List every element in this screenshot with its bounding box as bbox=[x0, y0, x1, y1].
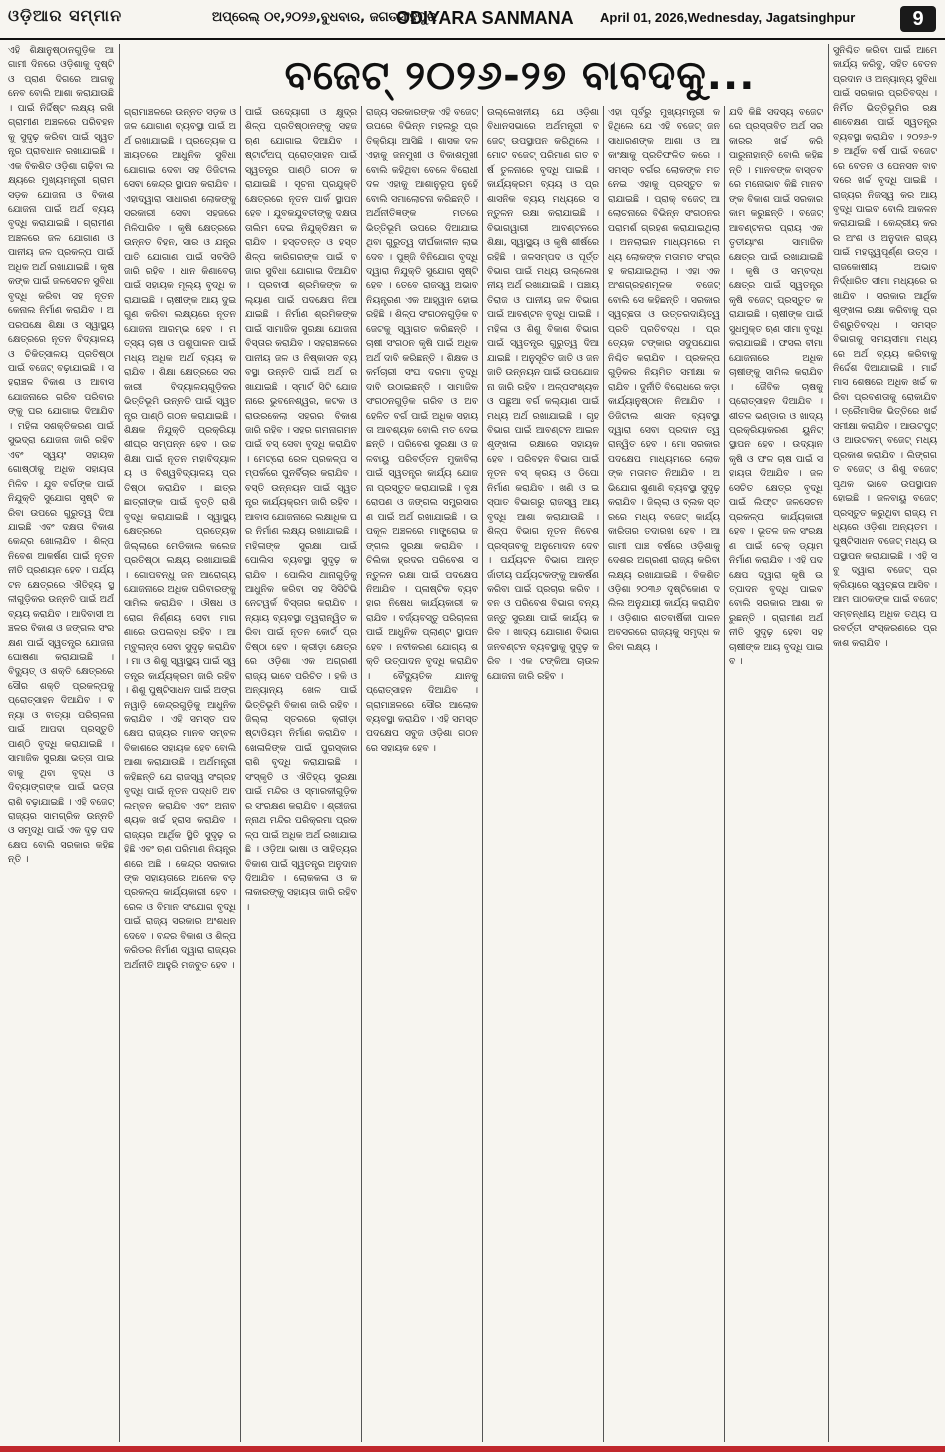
column-divider bbox=[724, 106, 725, 1442]
article-column-6: ଯଦି କିଛି ସଦସ୍ୟ ବଜେଟରେ ପ୍ରସ୍ତାବିତ ଅର୍ଥ ସରକାରର ଖର୍ଚ୍ଚ କରି ପାରୁନାହାନ୍ତି ବୋଲି କହିଛନ୍ତି । ମାନବଙ୍କ ବାସ୍ତବରେ ମନୋଭାବ କିଛି ମାନବଙ୍କ ବିକାଶ ପାଇଁ ସରକାର କାମ କରୁଛନ୍ତି । ବଜେଟ୍ ଆବଣ୍ଟନର ପ୍ରାୟ ଏକ ତୃତୀୟାଂଶ ସାମାଜିକ କ୍ଷେତ୍ର ପାଇଁ ରଖାଯାଇଛି । କୃଷି ଓ ସମ୍ବଦ୍ଧ କ୍ଷେତ୍ର ପାଇଁ ସ୍ୱତନ୍ତ୍ର କୃଷି ବଜେଟ୍ ପ୍ରସ୍ତୁତ କରାଯାଇଛି । ଚାଷୀଙ୍କ ପାଇଁ ସୁଧମୁକ୍ତ ଋଣ ସୀମା ବୃଦ୍ଧି କରାଯାଇଛି । ଫସଲ ବୀମା ଯୋଜନାରେ ଅଧିକ ଚାଷୀଙ୍କୁ ସାମିଲ କରାଯିବ । ଜୈବିକ ଚାଷକୁ ପ୍ରୋତ୍ସାହନ ଦିଆଯିବ । ଶୀତଳ ଭଣ୍ଡାର ଓ ଖାଦ୍ୟ ପ୍ରକ୍ରିୟାକରଣ ୟୁନିଟ୍ ସ୍ଥାପନ ହେବ । ଉଦ୍ୟାନ କୃଷି ଓ ଫଳ ଚାଷ ପାଇଁ ସହାୟତା ଦିଆଯିବ । ଜଳସେଚିତ କ୍ଷେତ୍ର ବୃଦ୍ଧି ପାଇଁ ଲିଫ୍ଟ ଜଳସେଚନ ପ୍ରକଳ୍ପ କାର୍ଯ୍ୟକାରୀ ହେବ । ଭୂତଳ ଜଳ ସଂରକ୍ଷଣ ପାଇଁ ଚେକ୍ ଡ୍ୟାମ ନିର୍ମାଣ କରାଯିବ । ଏହି ପଦକ୍ଷେପ ଦ୍ୱାରା କୃଷି ଉତ୍ପାଦନ ବୃଦ୍ଧି ପାଇବ ବୋଲି ସରକାର ଆଶା କରୁଛନ୍ତି । ଗ୍ରାମୀଣ ଅର୍ଥନୀତି ସୁଦୃଢ଼ ହେବା ସହ ଚାଷୀଙ୍କ ଆୟ ବୃଦ୍ଧି ପାଇବ । bbox=[729, 107, 823, 668]
paper-name: ODIYARA SANMANA bbox=[396, 8, 574, 28]
column-divider bbox=[361, 106, 362, 1442]
masthead-logo: ଓଡ଼ିଆର ସମ୍ମାନ bbox=[8, 6, 123, 25]
page-number: 9 bbox=[900, 6, 936, 32]
article-column-2: ପାଇଁ ଉଦ୍ୟୋଗୀ ଓ କ୍ଷୁଦ୍ର ଶିଳ୍ପ ପ୍ରତିଷ୍ଠାନଙ୍କୁ ସହଜ ଋଣ ଯୋଗାଇ ଦିଆଯିବ । ଷ୍ଟାର୍ଟଅପ୍ ପ୍ରୋତ୍ସାହନ ପାଇଁ ସ୍ୱତନ୍ତ୍ର ପାଣ୍ଠି ଗଠନ କରାଯାଇଛି । ସୂଚନା ପ୍ରଯୁକ୍ତି କ୍ଷେତ୍ରରେ ନୂତନ ପାର୍କ ସ୍ଥାପନ ହେବ । ଯୁବକଯୁବତୀଙ୍କୁ ଦକ୍ଷତା ତାଲିମ ଦେଇ ନିଯୁକ୍ତିକ୍ଷମ କରାଯିବ । ହସ୍ତତନ୍ତ ଓ ହସ୍ତଶିଳ୍ପ କାରିଗରଙ୍କ ପାଇଁ ବଜାର ସୁବିଧା ଯୋଗାଇ ଦିଆଯିବ । ପ୍ରବାସୀ ଶ୍ରମିକଙ୍କ କଲ୍ୟାଣ ପାଇଁ ପଦକ୍ଷେପ ନିଆଯାଇଛି । ନିର୍ମାଣ ଶ୍ରମିକଙ୍କ ପାଇଁ ସାମାଜିକ ସୁରକ୍ଷା ଯୋଜନା ବିସ୍ତାର କରାଯିବ । ସହରାଞ୍ଚଳରେ ପାନୀୟ ଜଳ ଓ ନିଷ୍କାସନ ବ୍ୟବସ୍ଥା ଉନ୍ନତି ପାଇଁ ଅର୍ଥ ରଖାଯାଇଛି । ସ୍ମାର୍ଟ ସିଟି ଯୋଜନାରେ ଭୁବନେଶ୍ୱର, କଟକ ଓ ରାଉରକେଲା ସହରର ବିକାଶ ଜାରି ରହିବ । ସହର ଗମନାଗମନ ପାଇଁ ବସ୍ ସେବା ବୃଦ୍ଧି କରାଯିବ । ମେଟ୍ରୋ ରେଳ ପ୍ରକଳ୍ପ ସମ୍ପର୍କରେ ପୁନର୍ବିଚାର କରାଯିବ । ବସ୍ତି ଉନ୍ନୟନ ପାଇଁ ସ୍ୱତନ୍ତ୍ର କାର୍ଯ୍ୟକ୍ରମ ଜାରି ରହିବ । ଆବାସ ଯୋଜନାରେ ଲକ୍ଷାଧିକ ଘର ନିର୍ମାଣ ଲକ୍ଷ୍ୟ ରଖାଯାଇଛି । ମହିଳାଙ୍କ ସୁରକ୍ଷା ପାଇଁ ପୋଲିସ ବ୍ୟବସ୍ଥା ସୁଦୃଢ଼ କରାଯିବ । ପୋଲିସ ଥାନାଗୁଡ଼ିକୁ ଆଧୁନିକ କରିବା ସହ ସିସିଟିଭି ନେଟୱର୍କ ବିସ୍ତାର କରାଯିବ । ନ୍ୟାୟ ବ୍ୟବସ୍ଥା ତ୍ୱରାନ୍ୱିତ କରିବା ପାଇଁ ନୂତନ କୋର୍ଟ ପ୍ରତିଷ୍ଠା ହେବ । କ୍ରୀଡ଼ା କ୍ଷେତ୍ରରେ ଓଡ଼ିଶା ଏକ ଅଗ୍ରଣୀ ରାଜ୍ୟ ଭାବେ ପରିଚିତ । ହକି ଓ ଅନ୍ୟାନ୍ୟ ଖେଳ ପାଇଁ ଭିତ୍ତିଭୂମି ବିକାଶ ଜାରି ରହିବ । ଜିଲ୍ଲା ସ୍ତରରେ କ୍ରୀଡ଼ା ଷ୍ଟାଡିୟମ ନିର୍ମାଣ କରାଯିବ । ଖେଳାଳିଙ୍କ ପାଇଁ ପୁରସ୍କାର ରାଶି ବୃଦ୍ଧି କରାଯାଇଛି । ସଂସ୍କୃତି ଓ ଐତିହ୍ୟ ସୁରକ୍ଷା ପାଇଁ ମନ୍ଦିର ଓ ସ୍ମାରକୀଗୁଡ଼ିକର ସଂରକ୍ଷଣ କରାଯିବ । ଶ୍ରୀଜଗନ୍ନାଥ ମନ୍ଦିର ପରିକ୍ରମା ପ୍ରକଳ୍ପ ପାଇଁ ଅଧିକ ଅର୍ଥ ରଖାଯାଇଛି । ଓଡ଼ିଆ ଭାଷା ଓ ସାହିତ୍ୟର ବିକାଶ ପାଇଁ ସ୍ୱତନ୍ତ୍ର ଅନୁଦାନ ଦିଆଯିବ । ଲୋକକଳା ଓ କଳାକାରଙ୍କୁ ସହାୟତା ଜାରି ରହିବ । bbox=[245, 107, 357, 913]
article-column-1: ଗ୍ରାମାଞ୍ଚଳରେ ଉନ୍ନତ ସଡ଼କ ଓ ଜଳ ଯୋଗାଣ ବ୍ୟବସ୍ଥା ପାଇଁ ଅର୍ଥ ରଖାଯାଇଛି । ପ୍ରତ୍ୟେକ ପଞ୍ଚାୟତରେ ଆଧୁନିକ ସୁବିଧା ଯୋଗାଇ ଦେବା ସହ ଡିଜିଟାଲ ସେବା କେନ୍ଦ୍ର ସ୍ଥାପନ କରାଯିବ । ଏହାଦ୍ୱାରା ସାଧାରଣ ଲୋକଙ୍କୁ ସରକାରୀ ସେବା ସହଜରେ ମିଳିପାରିବ । କୃଷି କ୍ଷେତ୍ରରେ ଉନ୍ନତ ବିହନ, ସାର ଓ ଯନ୍ତ୍ରପାତି ଯୋଗାଣ ପାଇଁ ସବସିଡି ଜାରି ରହିବ । ଧାନ କିଣାବେଚା ପାଇଁ ସହାୟକ ମୂଲ୍ୟ ବୃଦ୍ଧି କରାଯାଇଛି । ଚାଷୀଙ୍କ ଆୟ ଦୁଇଗୁଣ କରିବା ଲକ୍ଷ୍ୟରେ ନୂତନ ଯୋଜନା ଆରମ୍ଭ ହେବ । ମତ୍ସ୍ୟ ଚାଷ ଓ ପଶୁପାଳନ ପାଇଁ ମଧ୍ୟ ଅଧିକ ଅର୍ଥ ବ୍ୟୟ କରାଯିବ । ଶିକ୍ଷା କ୍ଷେତ୍ରରେ ସରକାରୀ ବିଦ୍ୟାଳୟଗୁଡ଼ିକର ଭିତ୍ତିଭୂମି ଉନ୍ନତି ପାଇଁ ସ୍ୱତନ୍ତ୍ର ପାଣ୍ଠି ଗଠନ କରାଯାଇଛି । ଶିକ୍ଷକ ନିଯୁକ୍ତି ପ୍ରକ୍ରିୟା ଶୀଘ୍ର ସମ୍ପନ୍ନ ହେବ । ଉଚ୍ଚ ଶିକ୍ଷା ପାଇଁ ନୂତନ ମହାବିଦ୍ୟାଳୟ ଓ ବିଶ୍ୱବିଦ୍ୟାଳୟ ପ୍ରତିଷ୍ଠା କରାଯିବ । ଛାତ୍ରଛାତ୍ରୀଙ୍କ ପାଇଁ ବୃତ୍ତି ରାଶି ବୃଦ୍ଧି କରାଯାଇଛି । ସ୍ୱାସ୍ଥ୍ୟ କ୍ଷେତ୍ରରେ ପ୍ରତ୍ୟେକ ଜିଲ୍ଲାରେ ମେଡିକାଲ କଲେଜ ପ୍ରତିଷ୍ଠା ଲକ୍ଷ୍ୟ ରଖାଯାଇଛି । ଗୋପବନ୍ଧୁ ଜନ ଆରୋଗ୍ୟ ଯୋଜନାରେ ଅଧିକ ପରିବାରଙ୍କୁ ସାମିଲ କରାଯିବ । ଔଷଧ ଓ ରୋଗ ନିର୍ଣ୍ଣୟ ସେବା ମାଗଣାରେ ଉପଲବ୍ଧ ରହିବ । ଆମ୍ବୁଲାନ୍ସ ସେବା ସୁଦୃଢ଼ କରାଯିବ । ମା ଓ ଶିଶୁ ସ୍ୱାସ୍ଥ୍ୟ ପାଇଁ ସ୍ୱତନ୍ତ୍ର କାର୍ଯ୍ୟକ୍ରମ ଜାରି ରହିବ । ଶିଶୁ ପୁଷ୍ଟିସାଧନ ପାଇଁ ଅଙ୍ଗନୱାଡ଼ି କେନ୍ଦ୍ରଗୁଡ଼ିକୁ ଆଧୁନିକ କରାଯିବ । ଏହି ସମସ୍ତ ପଦକ୍ଷେପ ରାଜ୍ୟର ମାନବ ସମ୍ବଳ ବିକାଶରେ ସହାୟକ ହେବ ବୋଲି ଆଶା କରାଯାଉଛି । ଅର୍ଥମନ୍ତ୍ରୀ କହିଛନ୍ତି ଯେ ରାଜସ୍ୱ ସଂଗ୍ରହ ବୃଦ୍ଧି ପାଇଁ ନୂତନ ପଦ୍ଧତି ଅବଲମ୍ବନ କରାଯିବ ଏବଂ ଅନାବଶ୍ୟକ ଖର୍ଚ୍ଚ ହ୍ରାସ କରାଯିବ । ରାଜ୍ୟର ଆର୍ଥିକ ସ୍ଥିତି ସୁଦୃଢ଼ ରହିଛି ଏବଂ ଋଣ ପରିମାଣ ନିୟନ୍ତ୍ରଣରେ ଅଛି । କେନ୍ଦ୍ର ସରକାରଙ୍କ ସହାୟତାରେ ଅନେକ ବଡ଼ ପ୍ରକଳ୍ପ କାର୍ଯ୍ୟକାରୀ ହେବ । ରେଳ ଓ ବିମାନ ସଂଯୋଗ ବୃଦ୍ଧି ପାଇଁ ରାଜ୍ୟ ସରକାର ଅଂଶଧନ ଦେବେ । ବନ୍ଦର ବିକାଶ ଓ ଶିଳ୍ପ କରିଡର ନିର୍ମାଣ ଦ୍ୱାରା ରାଜ୍ୟର ଅର୍ଥନୀତି ଆହୁରି ମଜବୁତ ହେବ । bbox=[124, 107, 236, 971]
column-divider bbox=[240, 106, 241, 1442]
article-headline: ବଜେଟ୍ ୨୦୨୬-୨୭ ବାବଦକୁ... bbox=[284, 53, 756, 99]
column-divider bbox=[119, 44, 120, 1442]
footer-bar bbox=[0, 1446, 945, 1452]
column-divider bbox=[828, 44, 829, 1442]
left-sidebar-column: ଏହି ଶିକ୍ଷାନୁଷ୍ଠାନଗୁଡ଼ିକ ଆଗାମୀ ଦିନରେ ଓଡ଼ିଶାକୁ ଦୃଷ୍ଟି ଓ ପ୍ରାଣ ଦିଗରେ ଆଗକୁ ନେବ ବୋଲି ଆଶା କରାଯାଉଛି । ପାଇଁ ନିର୍ଦ୍ଦିଷ୍ଟ ଲକ୍ଷ୍ୟ ରଖି ଗ୍ରାମୀଣ ଅଞ୍ଚଳରେ ପରିବହନକୁ ସୁଦୃଢ଼ କରିବା ପାଇଁ ସ୍ୱତନ୍ତ୍ର ପ୍ରାବଧାନ ରଖାଯାଇଛି । ଏକ ବିକଶିତ ଓଡ଼ିଶା ଗଢ଼ିବା ଲକ୍ଷ୍ୟରେ ମୁଖ୍ୟମନ୍ତ୍ରୀ ଗ୍ରାମ ସଡ଼କ ଯୋଜନା ଓ ବିକାଶ ଯୋଜନା ପାଇଁ ଅର୍ଥ ବ୍ୟୟ ବୃଦ୍ଧି କରାଯାଇଛି । ଗ୍ରାମୀଣ ଅଞ୍ଚଳରେ ଜଳ ଯୋଗାଣ ଓ ପାନୀୟ ଜଳ ପ୍ରକଳ୍ପ ପାଇଁ ଅଧିକ ଅର୍ଥ ରଖାଯାଇଛି । କୃଷକଙ୍କ ପାଇଁ ଜଳସେଚନ ସୁବିଧା ବୃଦ୍ଧି କରିବା ସହ ନୂତନ କେନାଲ ନିର୍ମାଣ କରାଯିବ । ଅପରପକ୍ଷେ ଶିକ୍ଷା ଓ ସ୍ୱାସ୍ଥ୍ୟ କ୍ଷେତ୍ରରେ ନୂତନ ବିଦ୍ୟାଳୟ ଓ ଚିକିତ୍ସାଳୟ ପ୍ରତିଷ୍ଠା ପାଇଁ ବଜେଟ୍ ବଢ଼ାଯାଇଛି । ସହରାଞ୍ଚଳ ବିକାଶ ଓ ଆବାସ ଯୋଜନାରେ ଗରିବ ପରିବାରଙ୍କୁ ଘର ଯୋଗାଇ ଦିଆଯିବ । ମହିଳା ସଶକ୍ତିକରଣ ପାଇଁ ସୁଭଦ୍ରା ଯୋଜନା ଜାରି ରହିବ ଏବଂ ସ୍ୱୟଂ ସହାୟକ ଗୋଷ୍ଠୀକୁ ଅଧିକ ସହାୟତା ମିଳିବ । ଯୁବ ବର୍ଗଙ୍କ ପାଇଁ ନିଯୁକ୍ତି ସୁଯୋଗ ସୃଷ୍ଟି କରିବା ଉପରେ ଗୁରୁତ୍ୱ ଦିଆଯାଇଛି ଏବଂ ଦକ୍ଷତା ବିକାଶ କେନ୍ଦ୍ର ଖୋଲାଯିବ । ଶିଳ୍ପ ନିବେଶ ଆକର୍ଷଣ ପାଇଁ ନୂତନ ନୀତି ପ୍ରଣୟନ ହେବ । ପର୍ଯ୍ୟଟନ କ୍ଷେତ୍ରରେ ଐତିହ୍ୟ ସ୍ଥଳୀଗୁଡ଼ିକର ଉନ୍ନତି ପାଇଁ ଅର୍ଥ ବ୍ୟୟ କରାଯିବ । ଆଦିବାସୀ ଅଞ୍ଚଳର ବିକାଶ ଓ ଜଙ୍ଗଲ ସଂରକ୍ଷଣ ପାଇଁ ସ୍ୱତନ୍ତ୍ର ଯୋଜନା ଘୋଷଣା କରାଯାଇଛି । ବିଦ୍ୟୁତ୍ ଓ ଶକ୍ତି କ୍ଷେତ୍ରରେ ସୌର ଶକ୍ତି ପ୍ରକଳ୍ପକୁ ପ୍ରୋତ୍ସାହନ ଦିଆଯିବ । ବନ୍ୟା ଓ ବାତ୍ୟା ପରିଚାଳନା ପାଇଁ ଆପଦା ପ୍ରସ୍ତୁତି ପାଣ୍ଠି ବୃଦ୍ଧି କରାଯାଇଛି । ସାମାଜିକ ସୁରକ୍ଷା ଭତ୍ତା ପାଇବାକୁ ଥିବା ବୃଦ୍ଧ ଓ ଦିବ୍ୟାଙ୍ଗଙ୍କ ପାଇଁ ଭତ୍ତା ରାଶି ବଢ଼ାଯାଇଛି । ଏହି ବଜେଟ୍ ରାଜ୍ୟର ସାମଗ୍ରିକ ଉନ୍ନତି ଓ ସମୃଦ୍ଧି ପାଇଁ ଏକ ଦୃଢ଼ ପଦକ୍ଷେପ ବୋଲି ସରକାର କହିଛନ୍ତି । bbox=[8, 45, 114, 866]
article-column-3: ରାଜ୍ୟ ସରକାରଙ୍କ ଏହି ବଜେଟ୍ ଉପରେ ବିଭିନ୍ନ ମହଲରୁ ପ୍ରତିକ୍ରିୟା ଆସିଛି । ଶାସକ ଦଳ ଏହାକୁ ଜନମୁଖୀ ଓ ବିକାଶମୁଖୀ ବୋଲି କହିଥିବା ବେଳେ ବିରୋଧୀ ଦଳ ଏହାକୁ ଆଶାନୁରୂପ ନୁହେଁ ବୋଲି ସମାଲୋଚନା କରିଛନ୍ତି । ଅର୍ଥନୀତିଜ୍ଞଙ୍କ ମତରେ ଭିତ୍ତିଭୂମି ଉପରେ ଦିଆଯାଇଥିବା ଗୁରୁତ୍ୱ ଦୀର୍ଘକାଳୀନ ଲାଭ ଦେବ । ପୁଞ୍ଜି ବିନିଯୋଗ ବୃଦ୍ଧି ଦ୍ୱାରା ନିଯୁକ୍ତି ସୁଯୋଗ ସୃଷ୍ଟି ହେବ । ତେବେ ରାଜସ୍ୱ ଅଭାବ ନିୟନ୍ତ୍ରଣ ଏକ ଆହ୍ୱାନ ହୋଇ ରହିଛି । ଶିଳ୍ପ ସଂଗଠନଗୁଡ଼ିକ ବଜେଟକୁ ସ୍ୱାଗତ କରିଛନ୍ତି । ଚାଷୀ ସଂଗଠନ କୃଷି ପାଇଁ ଅଧିକ ଅର୍ଥ ଦାବି କରିଛନ୍ତି । ଶିକ୍ଷକ ଓ କର୍ମଚାରୀ ସଂଘ ଦରମା ବୃଦ୍ଧି ଦାବି ଉଠାଇଛନ୍ତି । ସାମାଜିକ ସଂଗଠନଗୁଡ଼ିକ ଗରିବ ଓ ଅବହେଳିତ ବର୍ଗ ପାଇଁ ଅଧିକ ସହାୟତା ଆବଶ୍ୟକ ବୋଲି ମତ ଦେଇଛନ୍ତି । ପରିବେଶ ସୁରକ୍ଷା ଓ ଜଳବାୟୁ ପରିବର୍ତ୍ତନ ମୁକାବିଲା ପାଇଁ ସ୍ୱତନ୍ତ୍ର କାର୍ଯ୍ୟ ଯୋଜନା ପ୍ରସ୍ତୁତ କରାଯାଇଛି । ବୃକ୍ଷରୋପଣ ଓ ଜଙ୍ଗଲ ସମ୍ପ୍ରସାରଣ ପାଇଁ ଅର୍ଥ ରଖାଯାଇଛି । ଉପକୂଳ ଅଞ୍ଚଳରେ ମାଙ୍ଗ୍ରୋଭ ଜଙ୍ଗଲ ସୁରକ୍ଷା କରାଯିବ । ଚିଲିକା ହ୍ରଦର ପରିବେଶ ସନ୍ତୁଳନ ରକ୍ଷା ପାଇଁ ପଦକ୍ଷେପ ନିଆଯିବ । ପ୍ଳାଷ୍ଟିକ ବ୍ୟବହାର ନିଷେଧ କାର୍ଯ୍ୟକାରୀ କରାଯିବ । ବର୍ଜ୍ୟବସ୍ତୁ ପରିଚାଳନା ପାଇଁ ଆଧୁନିକ ପ୍ଲାଣ୍ଟ ସ୍ଥାପନ ହେବ । ନବୀକରଣ ଯୋଗ୍ୟ ଶକ୍ତି ଉତ୍ପାଦନ ବୃଦ୍ଧି କରାଯିବ । ବୈଦ୍ୟୁତିକ ଯାନକୁ ପ୍ରୋତ୍ସାହନ ଦିଆଯିବ । ଗ୍ରାମାଞ୍ଚଳରେ ସୌର ଆଲୋକ ବ୍ୟବସ୍ଥା କରାଯିବ । ଏହି ସମସ୍ତ ପଦକ୍ଷେପ ସବୁଜ ଓଡ଼ିଶା ଗଠନରେ ସହାୟକ ହେବ । bbox=[366, 107, 478, 754]
right-sidebar-column: ସୁନିଶ୍ଚିତ କରିବା ପାଇଁ ଆମେ କାର୍ଯ୍ୟ କରିବୁ, ସହିତ ବେତନ ପ୍ରଦାନ ଓ ଅନ୍ୟାନ୍ୟ ସୁବିଧା ପାଇଁ ସରକାର ପ୍ରତିବଦ୍ଧ । ନିର୍ମିତ ଭିତ୍ତିଭୂମିର ରକ୍ଷଣାବେକ୍ଷଣ ପାଇଁ ସ୍ୱତନ୍ତ୍ର ବ୍ୟବସ୍ଥା କରାଯିବ । ୨୦୨୬-୨୭ ଆର୍ଥିକ ବର୍ଷ ପାଇଁ ବଜେଟରେ ବେତନ ଓ ପେନସନ ବାବଦରେ ଖର୍ଚ୍ଚ ବୃଦ୍ଧି ପାଇଛି । ରାଜ୍ୟର ନିଜସ୍ୱ କର ଆୟ ବୃଦ୍ଧି ପାଇବ ବୋଲି ଆକଳନ କରାଯାଇଛି । କେନ୍ଦ୍ରୀୟ କରର ଅଂଶ ଓ ଅନୁଦାନ ରାଜ୍ୟ ପାଇଁ ମହତ୍ତ୍ୱପୂର୍ଣ୍ଣ ଉତ୍ସ । ରାଜକୋଷୀୟ ଅଭାବ ନିର୍ଦ୍ଧାରିତ ସୀମା ମଧ୍ୟରେ ରଖାଯିବ । ସରକାର ଆର୍ଥିକ ଶୃଙ୍ଖଳା ରକ୍ଷା କରିବାକୁ ପ୍ରତିଶ୍ରୁତିବଦ୍ଧ । ସମସ୍ତ ବିଭାଗକୁ ସମୟସୀମା ମଧ୍ୟରେ ଅର୍ଥ ବ୍ୟୟ କରିବାକୁ ନିର୍ଦ୍ଦେଶ ଦିଆଯାଇଛି । ମାର୍ଚ୍ଚ ମାସ ଶେଷରେ ଅଧିକ ଖର୍ଚ୍ଚ କରିବା ପ୍ରବଣତାକୁ ରୋକାଯିବ । ତ୍ରୈମାସିକ ଭିତ୍ତିରେ ଖର୍ଚ୍ଚ ସମୀକ୍ଷା କରାଯିବ । ଆଉଟପୁଟ୍ ଓ ଆଉଟକମ୍ ବଜେଟ୍ ମଧ୍ୟ ପ୍ରକାଶ କରାଯିବ । ଲିଙ୍ଗଗତ ବଜେଟ୍ ଓ ଶିଶୁ ବଜେଟ୍ ପୃଥକ ଭାବେ ଉପସ୍ଥାପନ ହୋଇଛି । ଜଳବାୟୁ ବଜେଟ୍ ପ୍ରସ୍ତୁତ କରୁଥିବା ରାଜ୍ୟ ମଧ୍ୟରେ ଓଡ଼ିଶା ଅନ୍ୟତମ । ପୁଷ୍ଟିସାଧନ ବଜେଟ୍ ମଧ୍ୟ ଉପସ୍ଥାପନ କରାଯାଇଛି । ଏହି ସବୁ ଦ୍ୱାରା ବଜେଟ୍ ପ୍ରକ୍ରିୟାରେ ସ୍ୱଚ୍ଛତା ଆସିବ । ଆମ ପାଠକଙ୍କ ପାଇଁ ବଜେଟ୍ ସମ୍ବନ୍ଧୀୟ ଅଧିକ ତଥ୍ୟ ପରବର୍ତ୍ତୀ ସଂସ୍କରଣରେ ପ୍ରକାଶ କରାଯିବ । bbox=[833, 45, 937, 649]
article-column-5: ଏହା ପୂର୍ବରୁ ମୁଖ୍ୟମନ୍ତ୍ରୀ କହିଥିଲେ ଯେ ଏହି ବଜେଟ୍ ଜନସାଧାରଣଙ୍କ ଆଶା ଓ ଆକାଂକ୍ଷାକୁ ପ୍ରତିଫଳିତ କରେ । ସମସ୍ତ ବର୍ଗର ଲୋକଙ୍କ ମତ ନେଇ ଏହାକୁ ପ୍ରସ୍ତୁତ କରାଯାଇଛି । ପ୍ରାକ୍ ବଜେଟ୍ ଆଲୋଚନାରେ ବିଭିନ୍ନ ସଂଗଠନର ପରାମର୍ଶ ଗ୍ରହଣ କରାଯାଇଥିଲା । ଅନଲାଇନ ମାଧ୍ୟମରେ ମଧ୍ୟ ଲୋକଙ୍କ ମତାମତ ସଂଗ୍ରହ କରାଯାଇଥିଲା । ଏହା ଏକ ଅଂଶଗ୍ରହଣମୂଳକ ବଜେଟ୍ ବୋଲି ସେ କହିଛନ୍ତି । ସରକାର ସ୍ୱଚ୍ଛତା ଓ ଉତ୍ତରଦାୟିତ୍ୱ ପ୍ରତି ପ୍ରତିବଦ୍ଧ । ପ୍ରତ୍ୟେକ ଟଙ୍କାର ସଦୁପଯୋଗ ନିଶ୍ଚିତ କରାଯିବ । ପ୍ରକଳ୍ପଗୁଡ଼ିକର ନିୟମିତ ସମୀକ୍ଷା କରାଯିବ । ଦୁର୍ନୀତି ବିରୋଧରେ କଡ଼ା କାର୍ଯ୍ୟାନୁଷ୍ଠାନ ନିଆଯିବ । ଡିଜିଟାଲ ଶାସନ ବ୍ୟବସ୍ଥା ଦ୍ୱାରା ସେବା ପ୍ରଦାନ ତ୍ୱରାନ୍ୱିତ ହେବ । ମୋ ସରକାର ପଦକ୍ଷେପ ମାଧ୍ୟମରେ ଲୋକଙ୍କ ମତାମତ ନିଆଯିବ । ଅଭିଯୋଗ ଶୁଣାଣି ବ୍ୟବସ୍ଥା ସୁଦୃଢ଼ କରାଯିବ । ଜିଲ୍ଲା ଓ ବ୍ଲକ ସ୍ତରରେ ମଧ୍ୟ ବଜେଟ୍ କାର୍ଯ୍ୟକାରିତାର ତଦାରଖ ହେବ । ଆଗାମୀ ପାଞ୍ଚ ବର୍ଷରେ ଓଡ଼ିଶାକୁ ଦେଶର ଅଗ୍ରଣୀ ରାଜ୍ୟ କରିବା ଲକ୍ଷ୍ୟ ରଖାଯାଇଛି । ବିକଶିତ ଓଡ଼ିଶା ୨୦୩୬ ଦୃଷ୍ଟିକୋଣ ଦଲିଲ ଅନୁଯାୟୀ କାର୍ଯ୍ୟ କରାଯିବ । ଓଡ଼ିଶାର ଶତବାର୍ଷିକୀ ପାଳନ ଅବସରରେ ରାଜ୍ୟକୁ ସମୃଦ୍ଧ କରିବା ଲକ୍ଷ୍ୟ । bbox=[608, 107, 720, 653]
column-divider bbox=[603, 106, 604, 1442]
date-english: April 01, 2026,Wednesday, Jagatsinghpur bbox=[600, 10, 856, 25]
page-header bbox=[0, 0, 945, 40]
column-divider bbox=[482, 106, 483, 1442]
date-odia: ଅପ୍ରେଲ୍ ୦୧,୨୦୨୬,ବୁଧବାର, ଜଗତସିଂହପୁର bbox=[212, 10, 437, 25]
article-column-4: ଉଲ୍ଲେଖନୀୟ ଯେ ଓଡ଼ିଶା ବିଧାନସଭାରେ ଅର୍ଥମନ୍ତ୍ରୀ ବଜେଟ୍ ଉପସ୍ଥାପନ କରିଥିଲେ । ମୋଟ ବଜେଟ୍ ପରିମାଣ ଗତ ବର୍ଷ ତୁଳନାରେ ବୃଦ୍ଧି ପାଇଛି । କାର୍ଯ୍ୟକ୍ରମ ବ୍ୟୟ ଓ ପ୍ରଶାସନିକ ବ୍ୟୟ ମଧ୍ୟରେ ସନ୍ତୁଳନ ରକ୍ଷା କରାଯାଇଛି । ବିଭାଗୱାରୀ ଆବଣ୍ଟନରେ ଶିକ୍ଷା, ସ୍ୱାସ୍ଥ୍ୟ ଓ କୃଷି ଶୀର୍ଷରେ ରହିଛି । ଜଳସମ୍ପଦ ଓ ପୂର୍ତ୍ତ ବିଭାଗ ପାଇଁ ମଧ୍ୟ ଉଲ୍ଲେଖନୀୟ ଅର୍ଥ ରଖାଯାଇଛି । ପଞ୍ଚାୟତିରାଜ ଓ ପାନୀୟ ଜଳ ବିଭାଗ ପାଇଁ ଆବଣ୍ଟନ ବୃଦ୍ଧି ପାଇଛି । ମହିଳା ଓ ଶିଶୁ ବିକାଶ ବିଭାଗ ପାଇଁ ସ୍ୱତନ୍ତ୍ର ଗୁରୁତ୍ୱ ଦିଆଯାଇଛି । ଅନୁସୂଚିତ ଜାତି ଓ ଜନଜାତି ଉନ୍ନୟନ ପାଇଁ ଉପଯୋଜନା ଜାରି ରହିବ । ଅଳ୍ପସଂଖ୍ୟକ ଓ ପଛୁଆ ବର୍ଗ କଲ୍ୟାଣ ପାଇଁ ମଧ୍ୟ ଅର୍ଥ ରଖାଯାଇଛି । ଗୃହ ବିଭାଗ ପାଇଁ ଆବଣ୍ଟନ ଆଇନଶୃଙ୍ଖଳା ରକ୍ଷାରେ ସହାୟକ ହେବ । ପରିବହନ ବିଭାଗ ପାଇଁ ନୂତନ ବସ୍ କ୍ରୟ ଓ ଡିପୋ ନିର୍ମାଣ କରାଯିବ । ଖଣି ଓ ଇସ୍ପାତ ବିଭାଗରୁ ରାଜସ୍ୱ ଆୟ ବୃଦ୍ଧି ଆଶା କରାଯାଉଛି । ଶିଳ୍ପ ବିଭାଗ ନୂତନ ନିବେଶ ପ୍ରସ୍ତାବକୁ ଅନୁମୋଦନ ଦେବ । ପର୍ଯ୍ୟଟନ ବିଭାଗ ଆନ୍ତର୍ଜାତୀୟ ପର୍ଯ୍ୟଟକଙ୍କୁ ଆକର୍ଷଣ କରିବା ପାଇଁ ପ୍ରଚାର କରିବ । ବନ ଓ ପରିବେଶ ବିଭାଗ ବନ୍ୟଜନ୍ତୁ ସୁରକ୍ଷା ପାଇଁ କାର୍ଯ୍ୟ କରିବ । ଖାଦ୍ୟ ଯୋଗାଣ ବିଭାଗ ଜନବଣ୍ଟନ ବ୍ୟବସ୍ଥାକୁ ସୁଦୃଢ଼ କରିବ । ଏକ ଟଙ୍କିଆ ଚାଉଳ ଯୋଜନା ଜାରି ରହିବ । bbox=[487, 107, 599, 682]
